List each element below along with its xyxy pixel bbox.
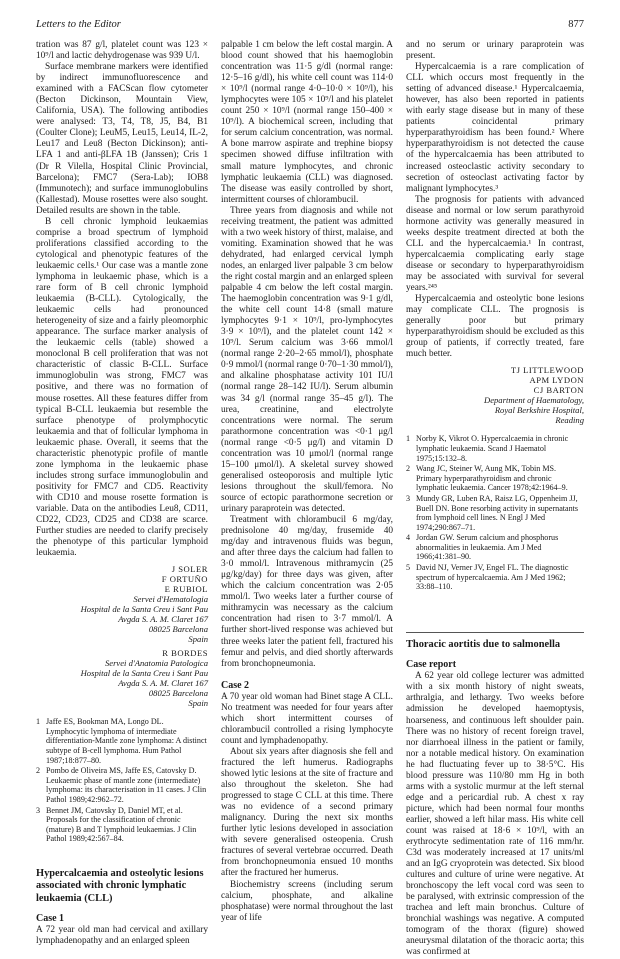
reference-number: 1 — [36, 717, 41, 727]
paragraph: A 72 year old man had cervical and axillary lymphadenopathy and an enlarged spleen — [36, 925, 208, 947]
author-name: CJ BARTON — [533, 385, 584, 396]
reference-text: David NJ, Verner JV, Engel FL. The diagnostic spectrum of hypercalcaemia. Am J Med 1962; 33:88–110. — [416, 563, 569, 592]
reference-number: 3 — [36, 805, 41, 815]
reference-item — [36, 806, 208, 844]
reference-text: Jordan GW. Serum calcium and phosphorus abnormalities in leukaemia. Am J Med 1966;41:381–90. — [416, 533, 559, 562]
reference-number: 3 — [406, 493, 411, 503]
reference-item — [406, 434, 584, 463]
author-affiliation: Avgda S. A. M. Claret 167 — [118, 614, 208, 625]
section-heading: Case 2 — [221, 679, 250, 691]
reference-text: Bennet JM, Catovsky D, Daniel MT, et al. Proposals for the classification of chronic (mature) B and T lymphoid leukaemias. J Clin Pathol 1989;42:567–84. — [46, 805, 197, 844]
page-header — [36, 19, 584, 35]
signature-block — [406, 365, 584, 425]
author-affiliation: Hospital de la Santa Creu i Sant Pau — [80, 604, 208, 615]
reference-list — [36, 717, 208, 844]
author-affiliation: Servei d'Hematologia — [133, 594, 208, 605]
author-name: APM LYDON — [529, 375, 584, 386]
reference-item — [406, 533, 584, 562]
reference-number: 2 — [406, 464, 411, 474]
paragraph: tration was 87 g/l, platelet count was 123 × 10⁹/l and lactic dehydrogenase was 939 U/l. — [36, 40, 208, 62]
reference-item — [406, 563, 584, 592]
author-affiliation: Avgda S. A. M. Claret 167 — [118, 678, 208, 689]
section-heading: Case report — [406, 659, 457, 671]
author-affiliation: Royal Berkshire Hospital, — [494, 405, 584, 416]
paragraph: B cell chronic lymphoid leukaemias comprise a broad spectrum of lymphoid proliferations classified according to the cytological and phenotypic features of the leukaemic cells.¹ Our case was a mantle zone lymphoma in leukaemic phase, which is a rare form of B cell chronic lymphoid leukaemia (B-CLL). Cytologically, the leukaemic cells had pronounced heterogeneity of size and a fairly pleomorphic appearance. The surface marker analysis of the leukaemic cells (table) showed a monoclonal B cell proliferation that was not characteristic of classic B-CLL. Surface immunoglobulin was strong, FMC7 was positive, and there was no formation of mouse rosettes. All these features differ from typical B-CLL leukaemia but resemble the surface phenotype of prolymphocytic leukaemia and that of follicular lymphoma in leukaemic phase. Overall, it seems that the characteristic phenotypic profile of mantle zone lymphoma in the leukaemic phase includes strong surface immunoglobulin and positivity for FMC7 and CD5. Reactivity with CD10 and mouse rosette formation is variable. Data on the antibodies Leu8, CD11, CD22, CD23, CD25 and CD38 are scarce. Further studies are needed to clarify precisely the phenotype of this particular lymphoid leukaemia. — [36, 216, 208, 559]
signature-block — [36, 564, 208, 708]
reference-item — [406, 464, 584, 493]
author-affiliation: Hospital de la Santa Creu i Sant Pau — [80, 668, 208, 679]
column-middle — [221, 40, 393, 924]
author-name: TJ LITTLEWOOD — [510, 365, 584, 376]
paragraph: Hypercalcaemia is a rare complication of CLL which occurs most frequently in the setting of advanced disease.¹ Hypercalcaemia, however, has also been reported in patients with early stage disease but in many of these patients coincidental primary hyperparathyroidism has been found.² Where hyperparathyroidism is not detected the cause of the hypercalcaemia has been attributed to increased osteoclastic activity secondary to secretion of osteoclast activating factor by malignant lymphocytes.³ — [406, 62, 584, 194]
paragraph: Surface membrane markers were identified by indirect immunofluorescence and examined with a FACScan flow cytometer (Becton Dickinson, Mountain View, California, USA). The following antibodies were analysed: T3, T4, T8, J5, B4, B1 (Coulter Clone); LeuM5, Leu15, Leu14, IL-2, Leu17 and Leu8 (Becton Dickinson); anti-LFA 1 and anti-βLFA 1B (Janssen); Cris 1 (Dr R Vilella, Hospital Clinic Provincial, Barcelona); FMC7 (Sera-Lab); IOB8 (Immunotech); and surface immunoglobulins (Kallestad). Mouse rosettes were also sought. Detailed results are shown in the table. — [36, 62, 208, 216]
paragraph: and no serum or urinary paraprotein was present. — [406, 40, 584, 62]
paragraph: A 62 year old college lecturer was admitted with a six month history of night sweats, arthralgia, and lethargy. Two weeks before admission he developed haemoptysis, hoarseness, and continuous left shoulder pain. There was no history of recent foreign travel, nor diarrhoeal illness in the patient or family, nor a notable medical history. On examination he had fluctuating fever up to 38·5°C. His blood pressure was 110/80 mm Hg in both arms with a systolic murmur at the left sternal edge and a pericardial rub. A chest x ray picture, which had been normal four months earlier, showed a left hilar mass. His white cell count was raised at 18·6 × 10⁹/l, with an erythrocyte sedimentation rate of 116 mm/hr. C3d was moderately increased at 17 units/ml and an IgG cryoprotein was detected. Six blood cultures and culture of urine were negative. At bronchoscopy the left vocal cord was seen to be paralysed, with extrinsic compression of the trachea and left main bronchus. Culture of bronchial washings was negative. A computed tomogram of the thorax (figure) showed aneurysmal dilatation of the thoracic aorta; this was confirmed at — [406, 671, 584, 958]
author-name: R BORDES — [162, 648, 208, 659]
paragraph: Biochemistry screens (including serum calcium, phosphate, and alkaline phosphatase) were normal throughout the last year of life — [221, 879, 393, 923]
paragraph: The prognosis for patients with advanced disease and normal or low serum parathyroid hormone activity was generally measured in weeks despite treatment directed at both the CLL and the hypercalcaemia.¹ In contrast, hypercalcaemia complicating early stage disease or secondary to hyperparathyroidism may be associated with survival for several years.²⁴⁵ — [406, 194, 584, 294]
paragraph: A 70 year old woman had Binet stage A CLL. No treatment was needed for four years after which short intermittent courses of chlorambucil controlled a rising lymphocyte count and lymphadenopathy. — [221, 691, 393, 746]
section-heading: Case 1 — [36, 913, 65, 925]
author-affiliation: 08025 Barcelona — [148, 688, 208, 699]
author-affiliation: 08025 Barcelona — [148, 624, 208, 635]
author-affiliation: Department of Haematology, — [483, 395, 584, 406]
author-affiliation: Spain — [188, 634, 208, 645]
article-title: Thoracic aortitis due to salmonella — [406, 638, 561, 650]
reference-text: Mundy GR, Luben RA, Raisz LG, Oppenheim JJ, Buell DN. Bone resorbing activity in supernatants from lymphoid cell lines. N Engl J Med 1974;290:867–71. — [416, 493, 579, 532]
reference-text: Pombo de Oliveira MS, Jaffe ES, Catovsky D. Leukaemic phase of mantle zone (intermediate) lymphoma: its characterisation in 11 cases. J Clin Pathol 1989;42:962–72. — [46, 766, 207, 804]
reference-item — [36, 766, 208, 804]
column-right — [406, 40, 584, 959]
reference-number: 1 — [406, 434, 411, 444]
reference-item — [36, 717, 208, 765]
author-name: F ORTUÑO — [161, 574, 208, 585]
article-title: Hypercalcaemia and osteolytic lesions associated with chronic lymphatic leukaemia (CLL) — [36, 867, 204, 904]
author-name: J SOLER — [171, 564, 208, 575]
paragraph: Treatment with chlorambucil 6 mg/day, prednisolone 40 mg/day, frusemide 40 mg/day and intravenous fluids was begun, and after three days the calcium had fallen to 3·0 mmol/l. Intravenous mithramycin (25 μg/kg/day) for three days was given, after which the calcium concentration was 2·05 mmol/l. Two weeks later a further course of mithramycin was necessary as the calcium concentration had risen to 3·7 mmol/l. A further short-lived response was achieved but three weeks later the patient fell, fractured his femur and pelvis, and died shortly afterwards from bronchopneumonia. — [221, 515, 393, 669]
reference-text: Wang JC, Steiner W, Aung MK, Tobin MS. Primary hyperparathyroidism and chronic lymphatic leukaemia. Cancer 1978;42:1964–9. — [416, 464, 568, 493]
reference-text: Norby K, Vikrot O. Hypercalcaemia in chronic lymphatic leukaemia. Scand J Haematol 1975;15:132–8. — [416, 434, 569, 463]
reference-number: 4 — [406, 533, 411, 543]
page-number: 877 — [568, 19, 584, 30]
paragraph: Hypercalcaemia and osteolytic bone lesions may complicate CLL. The prognosis is generally poor but primary hyperparathyroidism should be excluded as this group of patients, if correctly treated, fare much better. — [406, 294, 584, 360]
author-affiliation: Reading — [555, 415, 584, 426]
paragraph: palpable 1 cm below the left costal margin. A blood count showed that his haemoglobin concentration was 11·5 g/dl (normal range: 12·5–16 g/dl), his white cell count was 114·0 × 10⁹/l (normal range 4·0–10·0 × 10⁹/l), his lymphocytes were 105 × 10⁹/l and his platelet count 250 × 10⁹/l (normal range 150–400 × 10⁹/l). A biochemical screen, including that for serum calcium concentration, was normal. A bone marrow aspirate and trephine biopsy specimen showed diffuse infiltration with small mature lymphocytes, and chronic lymphatic leukaemia (CLL) was diagnosed. The disease was easily controlled by short, intermittent courses of chlorambucil. — [221, 40, 393, 205]
column-left — [36, 40, 208, 947]
section-divider — [406, 632, 584, 633]
running-head: Letters to the Editor — [36, 19, 121, 30]
author-name: E RUBIOL — [164, 584, 208, 595]
reference-text: Jaffe ES, Bookman MA, Longo DL. Lymphocytic lymphoma of intermediate differentiation-Mantle zone lymphoma: A distinct subtype of B-cell lymphoma. Hum Pathol 1987;18:877–80. — [46, 717, 207, 765]
paragraph: About six years after diagnosis she fell and fractured the left humerus. Radiographs showed lytic lesions at the site of fracture and also throughout the skeleton. She had progressed to stage C CLL at this time. There was no evidence of a second primary malignancy. During the next six months further lytic lesions developed in association with severe generalised osteopenia. Crush fractures of several vertebrae occurred. Death from bronchopneumonia ensued 10 months after the fractured her humerus. — [221, 746, 393, 879]
reference-number: 5 — [406, 563, 411, 573]
reference-list — [406, 434, 584, 592]
author-affiliation: Servei d'Anatomia Patologica — [104, 658, 208, 669]
paragraph: Three years from diagnosis and while not receiving treatment, the patient was admitted with a two week history of thirst, malaise, and vomiting. Examination showed that he was dehydrated, had enlarged cervical lymph nodes, an enlarged liver palpable 3 cm below the right costal margin and an enlarged spleen palpable 4 cm below the left costal margin. The haemoglobin concentration was 9·1 g/dl, the white cell count 14·8 (small mature lymphocytes 9·1 × 10⁹/l, pro-lymphocytes 3·9 × 10⁹/l), and the platelet count 142 × 10⁹/l. Serum calcium was 3·66 mmol/l (normal range 2·20–2·65 mmol/l), phosphate 0·9 mmol/l (normal range 0·70–1·30 mmol/l), and alkaline phosphatase activity 101 IU/l (normal range 28–142 IU/l). Serum albumin was 34 g/l (normal range 35–45 g/l). The urea, creatinine, and electrolyte concentrations were normal. The serum parathormone concentration was <0·1 μg/l (normal range <0·5 μg/l) and vitamin D concentration was 10 μmol/l (normal range 15–100 μmol/l). A skeletal survey showed generalised osteoporosis and multiple lytic lesions throughout the skull/femora. No source of ectopic parathormone secretion or urinary paraprotein was detected. — [221, 205, 393, 514]
reference-item — [406, 494, 584, 532]
author-affiliation: Spain — [188, 698, 208, 709]
reference-number: 2 — [36, 766, 41, 776]
